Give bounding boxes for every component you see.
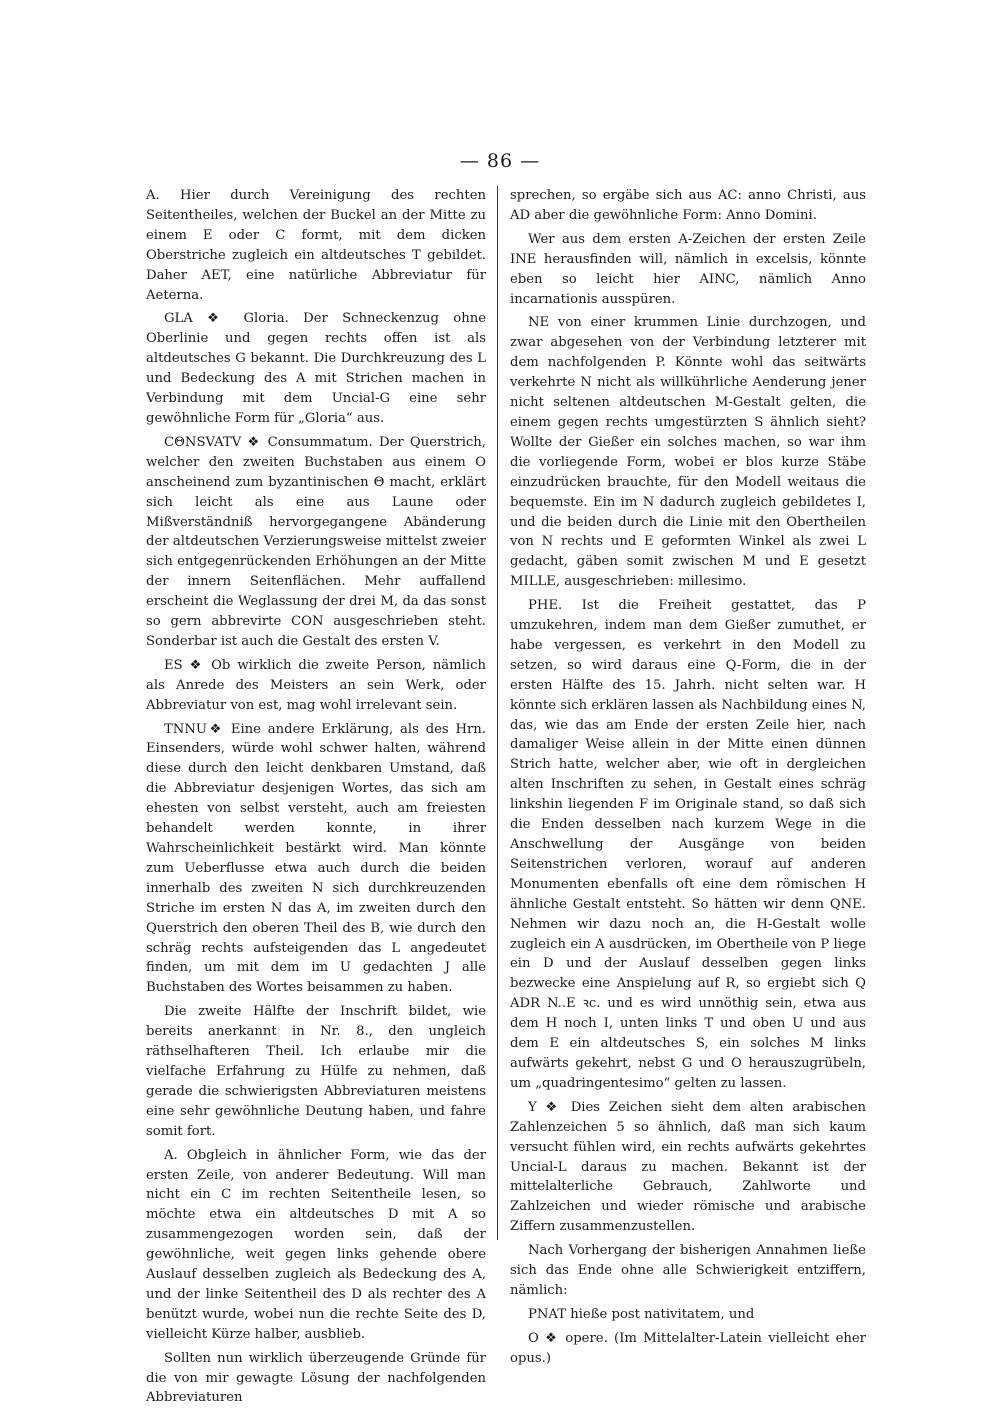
paragraph: Wer aus dem ersten A-Zeichen der ersten Zeile INE herausfinden will, nämlich in excelsis, könnte eben so leicht hier AINC, nämlich Anno incarnationis ausspüren. — [510, 231, 866, 307]
paragraph: sprechen, so ergäbe sich aus AC: anno Christi, aus AD aber die gewöhnliche Form: Anno Domini. — [510, 188, 866, 223]
paragraph: Nach Vorhergang der bisherigen Annahmen ließe sich das Ende ohne alle Schwierigkeit entziffern, nämlich: — [510, 1243, 866, 1298]
paragraph: GLA ❖ Gloria. Der Schneckenzug ohne Oberlinie und gegen rechts offen ist als altdeutsches G bekannt. Die Durchkreuzung des L und Bedeckung des A mit Strichen machen in Verbindung mit dem Uncial-G eine sehr gewöhnliche Form für „Gloria“ aus. — [146, 311, 486, 426]
paragraph: TNNU❖ Eine andere Erklärung, als des Hrn. Einsenders, würde wohl schwer halten, während diese durch den leicht denkbaren Umstand, daß die Abbreviatur desjenigen Wortes, das sich am ehesten von selbst versteht, auch am freiesten behandelt werden konnte, in ihrer Wahrscheinlichkeit bestärkt wird. Man könnte zum Ueberflusse etwa auch durch die beiden innerhalb des zweiten N sich durchkreuzenden Striche im ersten N das A, im zweiten durch den Querstrich den oberen Theil des B, wie durch den schräg rechts aufsteigenden das L angedeutet finden, um mit dem im U gedachten J alle Buchstaben des Wortes beisammen zu haben. — [146, 721, 486, 996]
paragraph: NE von einer krummen Linie durchzogen, und zwar abgesehen von der Verbindung letzterer mit dem nachfolgenden P. Könnte wohl das seitwärts verkehrte N nicht als willkührliche Aenderung jener nicht seltenen altdeutschen M-Gestalt gelten, die einem gegen rechts umgestürzten S ähnlich sieht? Wollte der Gießer ein solches machen, so war ihm die vorliegende Form, wobei er blos kurze Stäbe einzudrücken brauchte, für den Modell weitaus die bequemste. Ein im N dadurch zugleich gebildetes I, und die beiden durch die Linie mit den Obertheilen von N rechts und E geformten Winkel als zwei L gedacht, gäben somit zwischen M und E gesetzt MILLE, ausgeschrieben: millesimo. — [510, 315, 866, 590]
left-column — [146, 186, 486, 1412]
right-column — [510, 186, 866, 1373]
paragraph: PNAT hieße post nativitatem, und — [528, 1306, 755, 1322]
paragraph: O ❖ opere. (Im Mittelalter-Latein vielleicht eher opus.) — [510, 1330, 866, 1366]
paragraph: A. Obgleich in ähnlicher Form, wie das der ersten Zeile, von anderer Bedeutung. Will man nicht ein C im rechten Seitentheile lesen, so möchte etwa ein altdeutsches D mit A so zusammengezogen worden sein, daß der gewöhnliche, weit gegen links gehende obere Auslauf desselben zugleich als Bedeckung des A, und der linke Seitentheil des D als rechter des A benützt wurde, wobei nun die rechte Seite des D, vielleicht Kürze halber, ausblieb. — [146, 1147, 486, 1342]
page-number: — 86 — — [459, 150, 541, 172]
paragraph: Y ❖ Dies Zeichen sieht dem alten arabischen Zahlenzeichen 5 so ähnlich, daß man sich kaum versucht fühlen wird, ein rechts aufwärts gekehrtes Uncial-L daraus zu machen. Bekannt ist der mittelalterliche Gebrauch, Zahlworte und Zahlzeichen und wieder römische und arabische Ziffern zusammenzustellen. — [510, 1099, 866, 1235]
paragraph: ES ❖ Ob wirklich die zweite Person, nämlich als Anrede des Meisters an sein Werk, oder Abbreviatur von est, mag wohl irrelevant sein. — [146, 657, 486, 713]
paragraph: Die zweite Hälfte der Inschrift bildet, wie bereits anerkannt in Nr. 8., den ungleich räthselhafteren Theil. Ich erlaube mir die vielfache Erfahrung zu Hülfe zu nehmen, daß gerade die schwierigsten Abbreviaturen meistens eine sehr gewöhnliche Deutung haben, und fahre somit fort. — [146, 1004, 486, 1139]
paragraph: A. Hier durch Vereinigung des rechten Seitentheiles, welchen der Buckel an der Mitte zu einem E oder C formt, mit dem dicken Oberstriche zugleich ein altdeutsches T gebildet. Daher AET, eine natürliche Abbreviatur für Aeterna. — [146, 188, 486, 303]
paragraph: PHE. Ist die Freiheit gestattet, das P umzukehren, indem man dem Gießer zumuthet, er habe vergessen, es verkehrt in den Modell zu setzen, so wird daraus eine Q-Form, die in der ersten Hälfte des 15. Jahrh. nicht selten war. H könnte sich erklären lassen als Nachbildung eines N, das, wie das am Ende der ersten Zeile hier, nach damaliger Weise allein in der Mitte einen dünnen Strich hatte, welcher aber, wie oft in dergleichen alten Inschriften zu sehen, in Gestalt eines schräg linkshin liegenden F im Originale stand, so daß sich die Enden desselben nach kurzem Wege in die Anschwellung der Ausgänge von beiden Seitenstrichen verloren, worauf auf anderen Monumenten ebenfalls oft eine dem römischen H ähnliche Gestalt entsteht. So hätten wir denn QNE. Nehmen wir dazu noch an, die H-Gestalt wolle zugleich ein A ausdrücken, im Obertheile von P liege ein D und der Auslauf desselben gegen links bezwecke eine Anspielung auf R, so ergiebt sich Q ADR N..E ꝛc. und es wird unnöthig sein, etwa aus dem H noch I, unten links T und oben U und aus dem E ein altdeutsches S, ein solches M links aufwärts gekehrt, nebst G und O herauszugrübeln, um „quadringentesimo“ gelten zu lassen. — [510, 598, 866, 1091]
column-divider — [497, 186, 498, 1240]
paragraph: CΘNSVATV ❖ Consummatum. Der Querstrich, welcher den zweiten Buchstaben aus einem O anscheinend zum byzantinischen Θ macht, erklärt sich leicht als eine aus Laune oder Mißverständniß hervorgegangene Abänderung der altdeutschen Verzierungsweise mittelst zweier sich entgegenrückenden Erhöhungen an der Mitte der innern Seitenflächen. Mehr auffallend erscheint die Weglassung der drei M, da das sonst so gern abbrevirte CON ausgeschrieben steht. Sonderbar ist auch die Gestalt des ersten V. — [146, 434, 486, 649]
paragraph: Sollten nun wirklich überzeugende Gründe für die von mir gewagte Lösung der nachfolgenden Abbreviaturen — [146, 1350, 486, 1406]
